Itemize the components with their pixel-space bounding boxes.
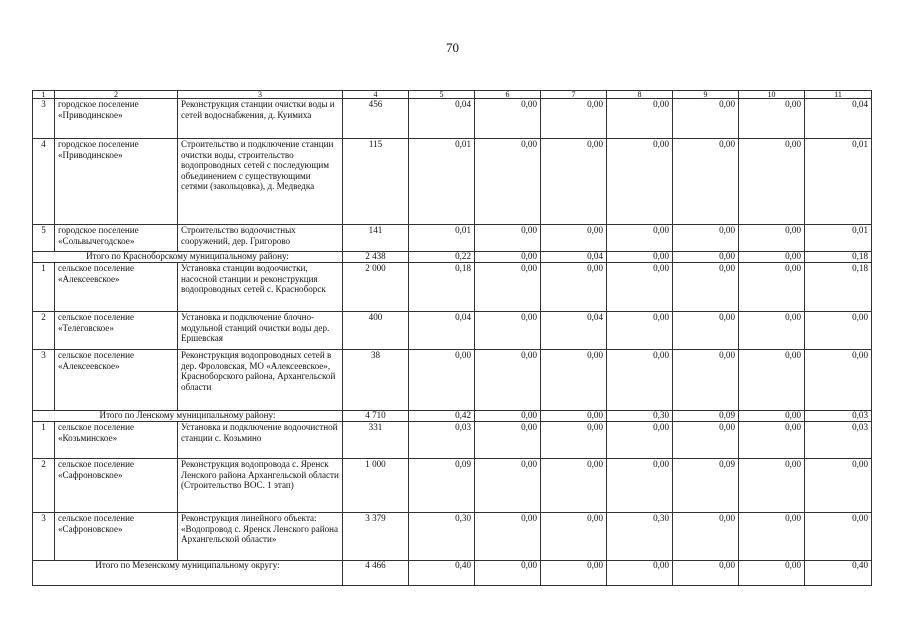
value-cell: 0,00 [673, 252, 739, 263]
table-row [33, 513, 872, 561]
total-label: Итого по Красноборскому муниципальному району: [33, 252, 343, 263]
settlement-cell: сельское поселение «Сафроновское» [55, 513, 178, 561]
value-cell: 0,00 [607, 459, 673, 513]
settlement-cell: городское поселение «Сольвычегодское» [55, 225, 178, 252]
value-cell: 1 000 [343, 459, 409, 513]
value-cell: 0,00 [673, 139, 739, 225]
value-cell: 0,00 [673, 350, 739, 411]
value-cell: 0,42 [409, 411, 475, 422]
value-cell: 0,00 [475, 350, 541, 411]
page-number: 70 [446, 40, 459, 55]
value-cell: 0,00 [739, 263, 805, 312]
value-cell: 0,03 [805, 411, 872, 422]
value-cell: 0,04 [409, 99, 475, 139]
row-number: 3 [33, 350, 55, 411]
table-row [33, 459, 872, 513]
column-number: 3 [178, 91, 343, 99]
value-cell: 0,00 [739, 561, 805, 586]
value-cell: 0,00 [409, 350, 475, 411]
value-cell: 0,00 [739, 459, 805, 513]
value-cell: 0,00 [673, 225, 739, 252]
data-table [32, 90, 872, 586]
total-label: Итого по Ленскому муниципальному району: [33, 411, 343, 422]
value-cell: 0,01 [805, 225, 872, 252]
value-cell: 0,04 [541, 312, 607, 350]
value-cell: 0,00 [739, 99, 805, 139]
column-number: 6 [475, 91, 541, 99]
value-cell: 0,01 [409, 139, 475, 225]
value-cell: 0,00 [805, 513, 872, 561]
value-cell: 0,00 [607, 263, 673, 312]
value-cell: 0,00 [739, 252, 805, 263]
settlement-cell: сельское поселение «Козьминское» [55, 422, 178, 459]
value-cell: 0,00 [475, 513, 541, 561]
value-cell: 3 379 [343, 513, 409, 561]
value-cell: 0,00 [475, 411, 541, 422]
row-number: 3 [33, 513, 55, 561]
value-cell: 0,18 [409, 263, 475, 312]
settlement-cell: сельское поселение «Алексеевское» [55, 263, 178, 312]
table-row [33, 263, 872, 312]
value-cell: 0,00 [739, 350, 805, 411]
value-cell: 0,00 [607, 139, 673, 225]
value-cell: 0,01 [409, 225, 475, 252]
value-cell: 0,00 [541, 422, 607, 459]
settlement-cell: городское поселение «Приводинское» [55, 139, 178, 225]
value-cell: 0,00 [673, 312, 739, 350]
value-cell: 0,00 [475, 139, 541, 225]
value-cell: 115 [343, 139, 409, 225]
settlement-cell: сельское поселение «Алексеевское» [55, 350, 178, 411]
value-cell: 0,00 [805, 459, 872, 513]
value-cell: 0,00 [541, 225, 607, 252]
column-number: 9 [673, 91, 739, 99]
row-number: 1 [33, 422, 55, 459]
settlement-cell: сельское поселение «Сафроновское» [55, 459, 178, 513]
value-cell: 0,00 [673, 263, 739, 312]
project-cell: Реконструкция водопроводных сетей в дер. Фроловская, МО «Алексеевское», Красноборского района, Архангельской области [178, 350, 343, 411]
column-number: 10 [739, 91, 805, 99]
value-cell: 0,00 [739, 312, 805, 350]
column-number: 5 [409, 91, 475, 99]
value-cell: 0,00 [805, 312, 872, 350]
value-cell: 0,00 [475, 252, 541, 263]
value-cell: 0,00 [475, 312, 541, 350]
value-cell: 0,04 [541, 252, 607, 263]
project-cell: Установка и подключение водоочистной станции с. Козьмино [178, 422, 343, 459]
value-cell: 0,30 [409, 513, 475, 561]
column-number: 1 [33, 91, 55, 99]
value-cell: 0,00 [673, 422, 739, 459]
project-cell: Реконструкция линейного объекта: «Водопровод с. Яренск Ленского района Архангельской области» [178, 513, 343, 561]
row-number: 2 [33, 459, 55, 513]
value-cell: 0,00 [541, 561, 607, 586]
value-cell: 0,03 [805, 422, 872, 459]
value-cell: 0,00 [739, 139, 805, 225]
value-cell: 0,00 [607, 312, 673, 350]
column-number: 11 [805, 91, 872, 99]
row-number: 2 [33, 312, 55, 350]
row-number: 5 [33, 225, 55, 252]
value-cell: 0,30 [607, 411, 673, 422]
value-cell: 0,00 [541, 350, 607, 411]
value-cell: 0,00 [739, 422, 805, 459]
value-cell: 0,00 [541, 139, 607, 225]
value-cell: 0,00 [607, 561, 673, 586]
column-number: 2 [55, 91, 178, 99]
value-cell: 0,09 [673, 411, 739, 422]
value-cell: 0,40 [805, 561, 872, 586]
value-cell: 0,00 [541, 513, 607, 561]
value-cell: 0,00 [475, 459, 541, 513]
value-cell: 0,04 [409, 312, 475, 350]
value-cell: 0,30 [607, 513, 673, 561]
table-row [33, 350, 872, 411]
table-row [33, 312, 872, 350]
project-cell: Строительство и подключение станции очистки воды, строительство водопроводных сетей с последующим объединением с существующими сетями (закольцовка), д. Медведка [178, 139, 343, 225]
value-cell: 0,18 [805, 263, 872, 312]
settlement-cell: городское поселение «Приводинское» [55, 99, 178, 139]
project-cell: Установка станции водоочистки, насосной станции и реконструкция водопроводных сетей с. Красноборск [178, 263, 343, 312]
value-cell: 0,01 [805, 139, 872, 225]
value-cell: 0,00 [541, 411, 607, 422]
value-cell: 456 [343, 99, 409, 139]
row-number: 3 [33, 99, 55, 139]
value-cell: 0,22 [409, 252, 475, 263]
column-number: 8 [607, 91, 673, 99]
table-body [33, 91, 872, 586]
value-cell: 4 710 [343, 411, 409, 422]
value-cell: 400 [343, 312, 409, 350]
value-cell: 0,00 [541, 459, 607, 513]
value-cell: 0,00 [739, 411, 805, 422]
project-cell: Строительство водоочистных сооружений, дер. Григорово [178, 225, 343, 252]
value-cell: 331 [343, 422, 409, 459]
value-cell: 0,00 [475, 561, 541, 586]
value-cell: 38 [343, 350, 409, 411]
value-cell: 0,09 [673, 459, 739, 513]
value-cell: 0,00 [541, 99, 607, 139]
value-cell: 0,00 [673, 99, 739, 139]
value-cell: 0,00 [607, 225, 673, 252]
row-number: 1 [33, 263, 55, 312]
value-cell: 2 438 [343, 252, 409, 263]
value-cell: 0,00 [475, 422, 541, 459]
value-cell: 0,00 [475, 225, 541, 252]
project-cell: Установка и подключение блочно-модульной станций очистки воды дер. Ершевская [178, 312, 343, 350]
total-label: Итого по Мезенскому муниципальному округу: [33, 561, 343, 586]
value-cell: 0,40 [409, 561, 475, 586]
value-cell: 4 466 [343, 561, 409, 586]
table-row [33, 225, 872, 252]
table-row [33, 422, 872, 459]
value-cell: 0,00 [673, 513, 739, 561]
column-number-row [33, 91, 872, 99]
total-row [33, 561, 872, 586]
value-cell: 0,00 [607, 422, 673, 459]
table-row [33, 139, 872, 225]
value-cell: 0,00 [607, 99, 673, 139]
value-cell: 0,09 [409, 459, 475, 513]
value-cell: 0,00 [739, 225, 805, 252]
value-cell: 0,00 [541, 263, 607, 312]
value-cell: 0,00 [805, 350, 872, 411]
value-cell: 0,00 [739, 513, 805, 561]
column-number: 4 [343, 91, 409, 99]
value-cell: 0,03 [409, 422, 475, 459]
value-cell: 0,00 [475, 99, 541, 139]
value-cell: 141 [343, 225, 409, 252]
column-number: 7 [541, 91, 607, 99]
settlement-cell: сельское поселение «Телеговское» [55, 312, 178, 350]
value-cell: 2 000 [343, 263, 409, 312]
table-row [33, 99, 872, 139]
value-cell: 0,18 [805, 252, 872, 263]
value-cell: 0,00 [673, 561, 739, 586]
value-cell: 0,00 [607, 350, 673, 411]
total-row [33, 252, 872, 263]
project-cell: Реконструкция водопровода с. Яренск Ленского района Архангельской области (Строительство ВОС. 1 этап) [178, 459, 343, 513]
value-cell: 0,00 [475, 263, 541, 312]
total-row [33, 411, 872, 422]
project-cell: Реконструкция станции очистки воды и сетей водоснабжения, д. Куимиха [178, 99, 343, 139]
row-number: 4 [33, 139, 55, 225]
value-cell: 0,04 [805, 99, 872, 139]
value-cell: 0,00 [607, 252, 673, 263]
